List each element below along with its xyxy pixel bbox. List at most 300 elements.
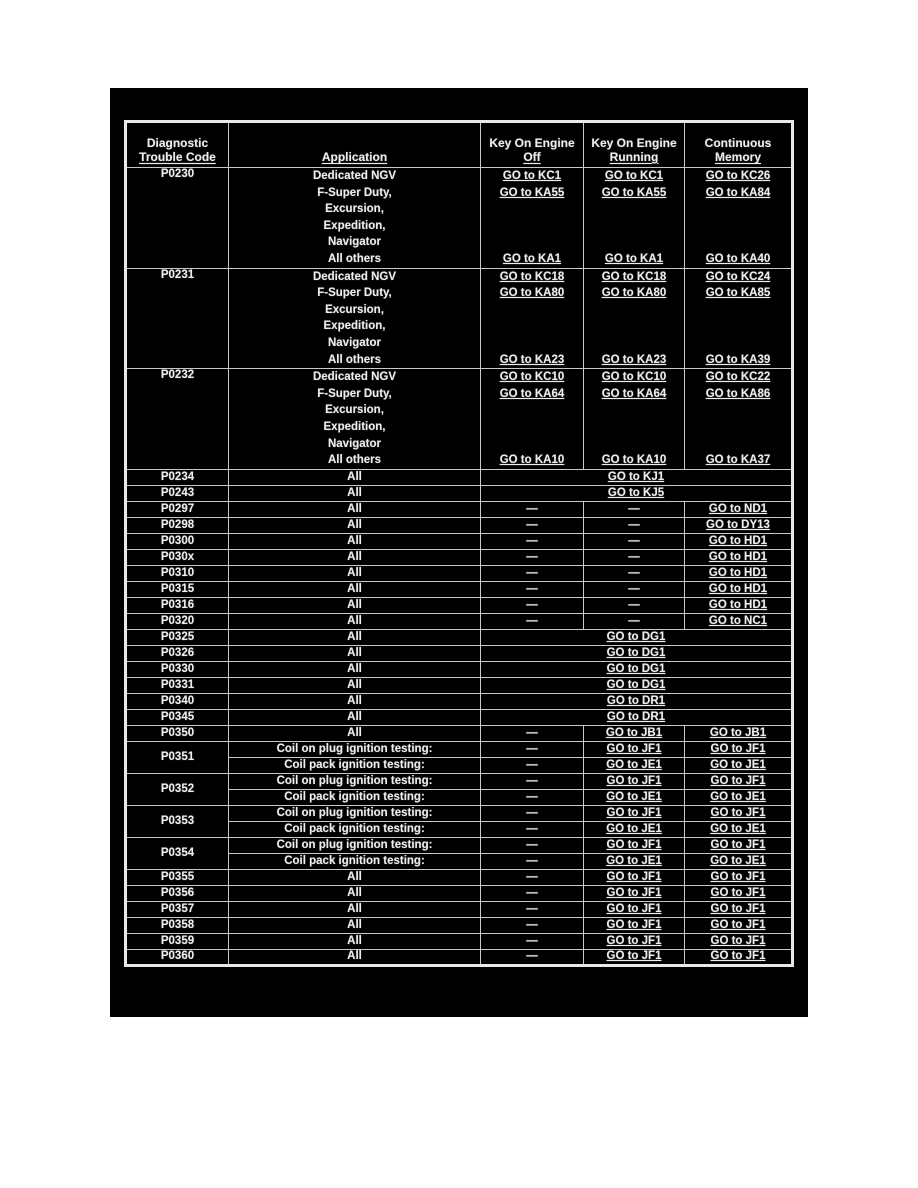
- table-row: [126, 869, 793, 885]
- dtc-code-cell: [126, 469, 229, 485]
- koer-cell: [584, 853, 685, 869]
- go-link[interactable]: GO to KC22: [705, 371, 771, 384]
- application-line: [231, 185, 478, 202]
- go-link[interactable]: GO to KC18: [499, 270, 565, 283]
- go-link[interactable]: GO to DG1: [606, 662, 666, 675]
- application-text: All: [347, 710, 362, 723]
- application-text: All: [347, 630, 362, 643]
- go-link[interactable]: GO to JF1: [606, 902, 662, 915]
- value-line: [483, 218, 581, 235]
- table-body: [126, 168, 793, 966]
- koer-cell: [584, 789, 685, 805]
- dash-value: —: [526, 870, 538, 883]
- koer-cell: [584, 869, 685, 885]
- application-text: All: [347, 662, 362, 675]
- table-row: [126, 773, 793, 789]
- go-link[interactable]: GO to JE1: [710, 758, 766, 771]
- go-link[interactable]: GO to KA10: [499, 454, 565, 467]
- application-cell: [229, 853, 481, 869]
- koer-cell: [584, 613, 685, 629]
- go-link[interactable]: GO to KA1: [502, 252, 562, 265]
- go-link[interactable]: GO to JF1: [606, 950, 662, 963]
- header-key-on-engine-running: [584, 122, 685, 168]
- merged-value-cell: [481, 693, 793, 709]
- value-line: [586, 185, 682, 202]
- application-cell: [229, 517, 481, 533]
- header-key-on-engine-off: [481, 122, 584, 168]
- application-text: Navigator: [327, 336, 382, 349]
- go-link[interactable]: GO to KA86: [705, 387, 771, 400]
- koer-cell: [584, 757, 685, 773]
- application-cell: [229, 725, 481, 741]
- go-link[interactable]: GO to JF1: [710, 742, 766, 755]
- koer-cell: [584, 885, 685, 901]
- dash-value: —: [628, 614, 640, 627]
- koer-cell: [584, 369, 685, 470]
- application-text: Coil on plug ignition testing:: [276, 742, 433, 755]
- application-cell: [229, 901, 481, 917]
- dtc-code: P0358: [160, 918, 195, 931]
- table-row: [126, 837, 793, 853]
- go-link[interactable]: GO to JE1: [606, 790, 662, 803]
- dtc-table: [124, 120, 794, 967]
- table-row: [126, 613, 793, 629]
- go-link[interactable]: GO to JF1: [606, 838, 662, 851]
- koeo-cell: [481, 885, 584, 901]
- dtc-code-cell: [126, 501, 229, 517]
- koer-cell: [584, 565, 685, 581]
- value-line: [483, 285, 581, 302]
- table-row: [126, 469, 793, 485]
- go-link[interactable]: GO to KA40: [705, 252, 771, 265]
- dtc-code-cell: [126, 613, 229, 629]
- application-line: [231, 218, 478, 235]
- koeo-cell: [481, 821, 584, 837]
- go-link[interactable]: GO to KC1: [502, 170, 562, 182]
- koer-cell: [584, 821, 685, 837]
- go-link[interactable]: GO to KA64: [499, 387, 565, 400]
- application-text: All: [347, 726, 362, 739]
- dtc-code-cell: [126, 369, 229, 470]
- go-link[interactable]: GO to JF1: [606, 774, 662, 787]
- table-row: [126, 933, 793, 949]
- dtc-code: P030x: [160, 550, 195, 563]
- value-line: [483, 168, 581, 185]
- table-row: [126, 917, 793, 933]
- go-link[interactable]: GO to JE1: [710, 854, 766, 867]
- cm-cell: [685, 725, 793, 741]
- go-link[interactable]: GO to JF1: [710, 806, 766, 819]
- go-link[interactable]: GO to KA80: [499, 287, 565, 300]
- application-cell: [229, 268, 481, 369]
- value-line: [586, 318, 682, 335]
- dtc-code-cell: [126, 485, 229, 501]
- application-cell: [229, 168, 481, 269]
- dtc-code-cell: [126, 517, 229, 533]
- cm-cell: [685, 837, 793, 853]
- dtc-code: P0297: [160, 502, 195, 515]
- dtc-code: P0359: [160, 934, 195, 947]
- go-link[interactable]: GO to KC24: [705, 270, 771, 283]
- koeo-cell: [481, 533, 584, 549]
- go-link[interactable]: GO to HD1: [708, 582, 768, 595]
- go-link[interactable]: GO to JF1: [606, 806, 662, 819]
- go-link[interactable]: GO to KA84: [705, 186, 771, 199]
- application-cell: [229, 581, 481, 597]
- application-text: All: [347, 870, 362, 883]
- application-text: F-Super Duty,: [317, 387, 392, 400]
- header-line: Key On Engine: [489, 136, 575, 150]
- application-text: All: [347, 470, 362, 483]
- application-text: Navigator: [327, 236, 382, 249]
- application-text: Coil pack ignition testing:: [284, 758, 425, 771]
- go-link[interactable]: GO to NC1: [708, 614, 768, 627]
- application-text: Coil pack ignition testing:: [284, 790, 425, 803]
- cm-cell: [685, 741, 793, 757]
- application-cell: [229, 917, 481, 933]
- dtc-code: P0230: [160, 168, 195, 180]
- cm-cell: [685, 613, 793, 629]
- header-row: [126, 122, 793, 168]
- application-text: Excursion,: [325, 404, 384, 417]
- merged-value-cell: [481, 629, 793, 645]
- go-link[interactable]: GO to HD1: [708, 598, 768, 611]
- go-link[interactable]: GO to HD1: [708, 534, 768, 547]
- go-link[interactable]: GO to JF1: [606, 918, 662, 931]
- cm-cell: [685, 949, 793, 965]
- value-line: [586, 386, 682, 403]
- go-link[interactable]: GO to HD1: [708, 566, 768, 579]
- application-line: [231, 402, 478, 419]
- application-cell: [229, 773, 481, 789]
- dtc-code-cell: [126, 661, 229, 677]
- cm-cell: [685, 581, 793, 597]
- header-line: Running: [609, 150, 659, 164]
- go-link[interactable]: GO to KA1: [604, 252, 664, 265]
- application-text: All: [347, 934, 362, 947]
- application-text: All others: [327, 353, 382, 366]
- koer-cell: [584, 741, 685, 757]
- cm-cell: [685, 501, 793, 517]
- dash-value: —: [526, 598, 538, 611]
- go-link[interactable]: GO to JE1: [606, 758, 662, 771]
- koeo-cell: [481, 517, 584, 533]
- application-cell: [229, 677, 481, 693]
- dtc-code: P0340: [160, 694, 195, 707]
- application-text: All: [347, 550, 362, 563]
- go-link[interactable]: GO to JF1: [710, 950, 766, 963]
- dtc-code-cell: [126, 168, 229, 269]
- dtc-code: P0351: [160, 750, 195, 763]
- dtc-code-cell: [126, 741, 229, 773]
- application-cell: [229, 693, 481, 709]
- dtc-code: P0352: [160, 782, 195, 795]
- value-line: [687, 269, 789, 286]
- koeo-cell: [481, 501, 584, 517]
- dtc-code: P0298: [160, 518, 195, 531]
- go-link[interactable]: GO to KA55: [499, 186, 565, 199]
- dtc-code: P0316: [160, 598, 195, 611]
- value-line: [586, 168, 682, 185]
- value-line: [687, 218, 789, 235]
- dash-value: —: [526, 726, 538, 739]
- dash-value: —: [526, 838, 538, 851]
- go-link[interactable]: GO to JE1: [710, 790, 766, 803]
- koeo-cell: [481, 268, 584, 369]
- go-link[interactable]: GO to JF1: [710, 886, 766, 899]
- koeo-cell: [481, 933, 584, 949]
- value-line: [586, 335, 682, 352]
- application-text: Expedition,: [323, 219, 386, 232]
- dash-value: —: [526, 918, 538, 931]
- value-line: [586, 402, 682, 419]
- go-link[interactable]: GO to JB1: [709, 726, 767, 739]
- dtc-code: P0231: [160, 268, 195, 281]
- value-line: [687, 234, 789, 251]
- application-line: [231, 419, 478, 436]
- dtc-code-cell: [126, 549, 229, 565]
- koeo-cell: [481, 581, 584, 597]
- table-row: [126, 549, 793, 565]
- dash-value: —: [628, 550, 640, 563]
- header-line: Trouble Code: [139, 150, 216, 164]
- go-link[interactable]: GO to JF1: [606, 934, 662, 947]
- value-line: [483, 185, 581, 202]
- table-row: [126, 901, 793, 917]
- cm-cell: [685, 901, 793, 917]
- dtc-code-cell: [126, 725, 229, 741]
- dtc-code-cell: [126, 597, 229, 613]
- dtc-code: P0331: [160, 678, 195, 691]
- header-line: Off: [523, 150, 541, 164]
- go-link[interactable]: GO to KA10: [601, 454, 667, 467]
- koeo-cell: [481, 869, 584, 885]
- go-link[interactable]: GO to DG1: [606, 646, 666, 659]
- value-line: [586, 285, 682, 302]
- application-text: F-Super Duty,: [317, 287, 392, 300]
- koeo-cell: [481, 853, 584, 869]
- application-cell: [229, 597, 481, 613]
- dash-value: —: [628, 534, 640, 547]
- go-link[interactable]: GO to KA37: [705, 454, 771, 467]
- go-link[interactable]: GO to JF1: [710, 934, 766, 947]
- cm-cell: [685, 168, 793, 269]
- koer-cell: [584, 901, 685, 917]
- cm-cell: [685, 517, 793, 533]
- application-text: Dedicated NGV: [312, 170, 397, 182]
- go-link[interactable]: GO to JE1: [606, 854, 662, 867]
- table-header: [126, 122, 793, 168]
- dash-value: —: [526, 742, 538, 755]
- go-link[interactable]: GO to KA55: [601, 186, 667, 199]
- go-link[interactable]: GO to JF1: [710, 902, 766, 915]
- value-line: [687, 318, 789, 335]
- go-link[interactable]: GO to KA23: [601, 353, 667, 366]
- cm-cell: [685, 917, 793, 933]
- application-line: [231, 285, 478, 302]
- dash-value: —: [526, 806, 538, 819]
- value-line: [483, 201, 581, 218]
- koer-cell: [584, 501, 685, 517]
- application-text: Excursion,: [325, 203, 384, 216]
- dash-value: —: [526, 614, 538, 627]
- go-link[interactable]: GO to JF1: [606, 870, 662, 883]
- application-cell: [229, 469, 481, 485]
- go-link[interactable]: GO to DG1: [606, 678, 666, 691]
- dash-value: —: [526, 950, 538, 963]
- go-link[interactable]: GO to JF1: [710, 838, 766, 851]
- value-line: [586, 234, 682, 251]
- application-cell: [229, 645, 481, 661]
- application-text: Excursion,: [325, 303, 384, 316]
- cm-cell: [685, 789, 793, 805]
- koeo-cell: [481, 901, 584, 917]
- go-link[interactable]: GO to JF1: [606, 886, 662, 899]
- go-link[interactable]: GO to DY13: [706, 518, 770, 531]
- table-row: [126, 565, 793, 581]
- dash-value: —: [628, 582, 640, 595]
- go-link[interactable]: GO to KC10: [499, 371, 565, 384]
- application-text: Dedicated NGV: [312, 371, 397, 384]
- application-cell: [229, 709, 481, 725]
- application-cell: [229, 757, 481, 773]
- go-link[interactable]: GO to KJ5: [607, 486, 665, 499]
- go-link[interactable]: GO to JB1: [605, 726, 663, 739]
- application-line: [231, 352, 478, 369]
- table-row: [126, 485, 793, 501]
- table-row: [126, 741, 793, 757]
- koer-cell: [584, 597, 685, 613]
- application-text: All: [347, 646, 362, 659]
- application-cell: [229, 661, 481, 677]
- koeo-cell: [481, 949, 584, 965]
- dash-value: —: [526, 902, 538, 915]
- go-link[interactable]: GO to JF1: [710, 918, 766, 931]
- header-line: Key On Engine: [591, 136, 677, 150]
- koer-cell: [584, 517, 685, 533]
- table-row: [126, 501, 793, 517]
- value-line: [483, 402, 581, 419]
- value-line: [687, 201, 789, 218]
- cm-cell: [685, 773, 793, 789]
- application-text: All: [347, 598, 362, 611]
- dtc-code-cell: [126, 629, 229, 645]
- go-link[interactable]: GO to KC10: [601, 371, 667, 384]
- application-line: [231, 386, 478, 403]
- dtc-code: P0300: [160, 534, 195, 547]
- go-link[interactable]: GO to KA80: [601, 287, 667, 300]
- table-row: [126, 661, 793, 677]
- application-cell: [229, 949, 481, 965]
- application-text: All: [347, 534, 362, 547]
- value-line: [586, 269, 682, 286]
- cm-cell: [685, 369, 793, 470]
- application-text: All: [347, 502, 362, 515]
- dtc-code: P0320: [160, 614, 195, 627]
- dash-value: —: [628, 502, 640, 515]
- value-line: [483, 335, 581, 352]
- go-link[interactable]: GO to HD1: [708, 550, 768, 563]
- value-line: [483, 436, 581, 453]
- header-diagnostic-trouble-code: [126, 122, 229, 168]
- koer-cell: [584, 581, 685, 597]
- value-line: [483, 302, 581, 319]
- header-continuous-memory: [685, 122, 793, 168]
- go-link[interactable]: GO to KA23: [499, 353, 565, 366]
- dash-value: —: [526, 790, 538, 803]
- header-line: Application: [321, 150, 388, 164]
- application-cell: [229, 565, 481, 581]
- application-text: Coil on plug ignition testing:: [276, 774, 433, 787]
- value-line: [483, 318, 581, 335]
- dtc-code-cell: [126, 901, 229, 917]
- application-line: [231, 269, 478, 286]
- merged-value-cell: [481, 661, 793, 677]
- value-line: [687, 402, 789, 419]
- go-link[interactable]: GO to KJ1: [607, 470, 665, 483]
- dash-value: —: [628, 598, 640, 611]
- go-link[interactable]: GO to KA64: [601, 387, 667, 400]
- application-text: All: [347, 918, 362, 931]
- value-line: [483, 352, 581, 369]
- value-line: [687, 302, 789, 319]
- go-link[interactable]: GO to KC26: [705, 170, 771, 182]
- koer-cell: [584, 917, 685, 933]
- application-text: Coil on plug ignition testing:: [276, 806, 433, 819]
- koer-cell: [584, 805, 685, 821]
- dash-value: —: [526, 934, 538, 947]
- value-line: [483, 386, 581, 403]
- value-line: [687, 436, 789, 453]
- cm-cell: [685, 821, 793, 837]
- go-link[interactable]: GO to ND1: [708, 502, 768, 515]
- application-text: Navigator: [327, 437, 382, 450]
- go-link[interactable]: GO to KC18: [601, 270, 667, 283]
- value-line: [586, 436, 682, 453]
- value-line: [687, 335, 789, 352]
- go-link[interactable]: GO to JE1: [710, 822, 766, 835]
- dash-value: —: [526, 534, 538, 547]
- go-link[interactable]: GO to JF1: [710, 870, 766, 883]
- value-line: [687, 419, 789, 436]
- dash-value: —: [628, 518, 640, 531]
- merged-value-cell: [481, 469, 793, 485]
- application-text: Expedition,: [323, 420, 386, 433]
- go-link[interactable]: GO to JF1: [710, 774, 766, 787]
- table-row: [126, 581, 793, 597]
- table-row: [126, 597, 793, 613]
- table-row: [126, 677, 793, 693]
- value-line: [586, 302, 682, 319]
- koeo-cell: [481, 789, 584, 805]
- table-row: [126, 645, 793, 661]
- scan-panel: [110, 88, 808, 1017]
- go-link[interactable]: GO to DR1: [606, 710, 666, 723]
- go-link[interactable]: GO to JE1: [606, 822, 662, 835]
- go-link[interactable]: GO to KA39: [705, 353, 771, 366]
- dash-value: —: [526, 854, 538, 867]
- table-row: [126, 533, 793, 549]
- go-link[interactable]: GO to DG1: [606, 630, 666, 643]
- table-row: [126, 885, 793, 901]
- go-link[interactable]: GO to KC1: [604, 170, 664, 182]
- go-link[interactable]: GO to DR1: [606, 694, 666, 707]
- go-link[interactable]: GO to JF1: [606, 742, 662, 755]
- go-link[interactable]: GO to KA85: [705, 287, 771, 300]
- table-row: [126, 949, 793, 965]
- koer-cell: [584, 268, 685, 369]
- application-text: All: [347, 950, 362, 963]
